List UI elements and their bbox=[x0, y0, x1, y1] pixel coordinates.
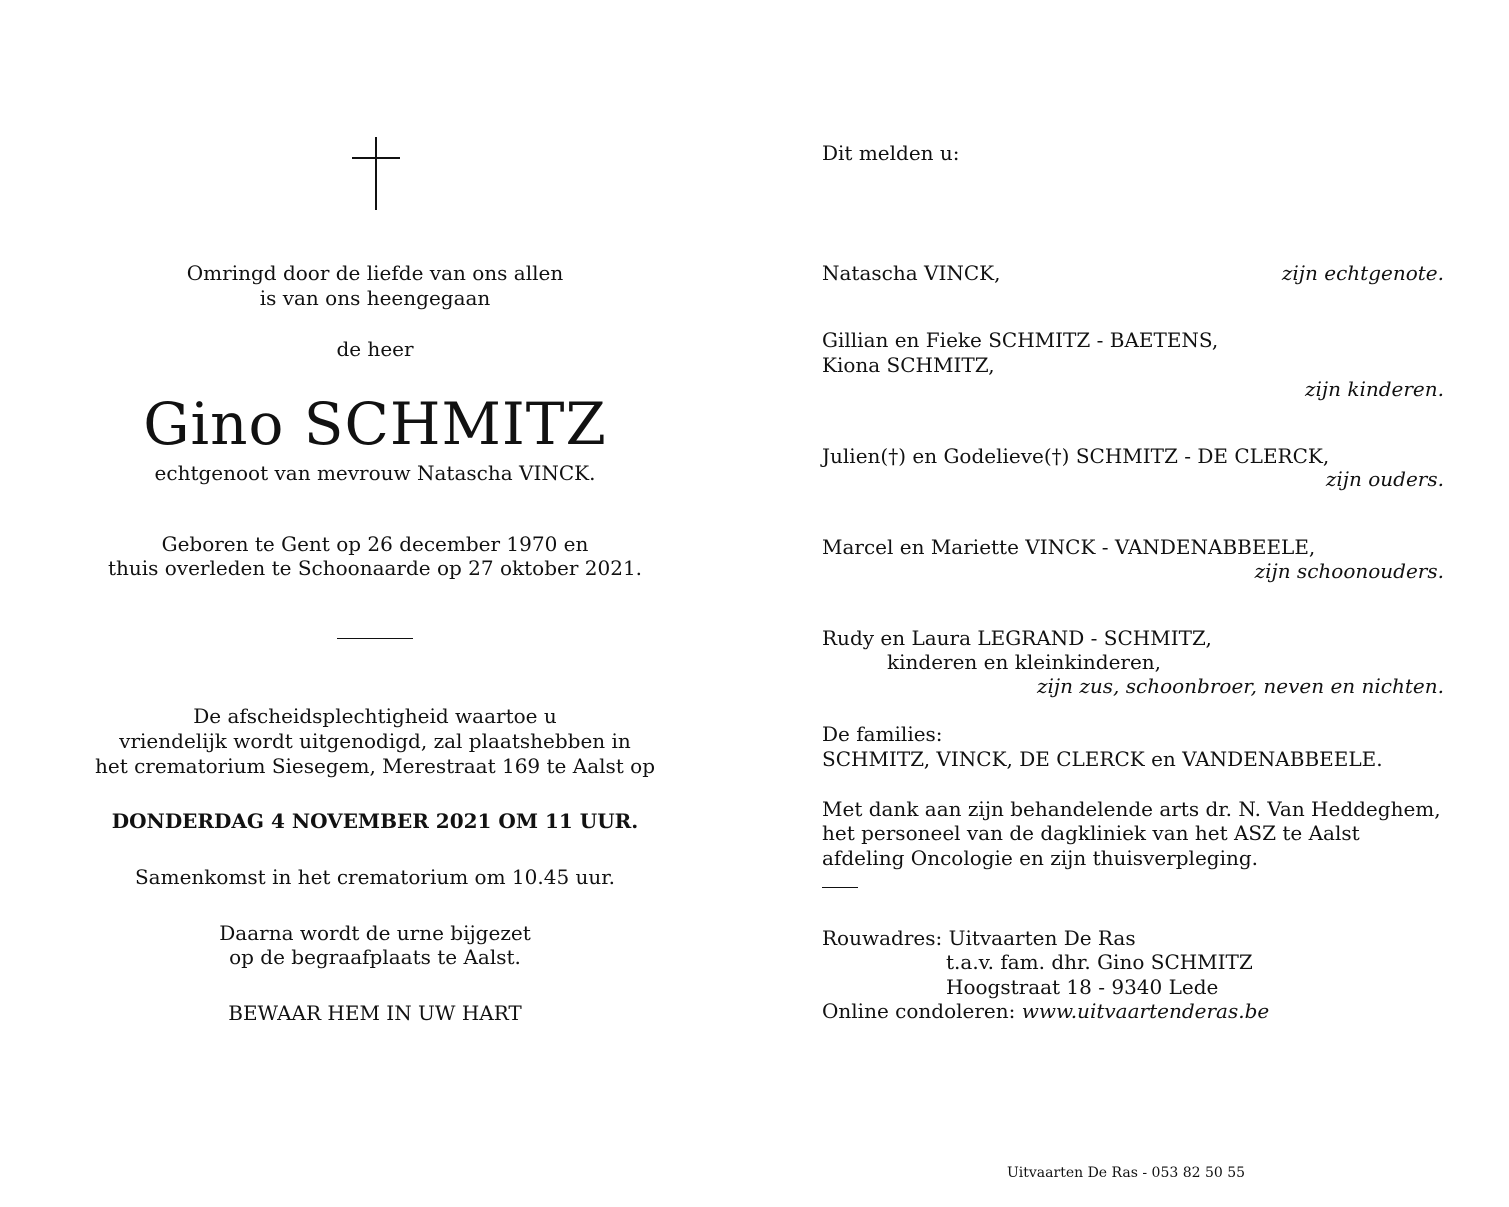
sister-role: zijn zus, schoonbroer, neven en nichten. bbox=[1036, 674, 1444, 698]
thanks-line-3: afdeling Oncologie en zijn thuisverpleging. bbox=[822, 846, 1259, 870]
footer-credit: Uitvaarten De Ras - 053 82 50 55 bbox=[1007, 1165, 1246, 1181]
short-separator bbox=[822, 887, 858, 888]
families-label: De families: bbox=[822, 722, 943, 746]
in-laws-line: Marcel en Mariette VINCK - VANDENABBEELE, bbox=[822, 535, 1316, 559]
announcement-header: Dit melden u: bbox=[822, 141, 960, 165]
ceremony-line-1: De afscheidsplechtigheid waartoe u bbox=[193, 704, 557, 728]
online-line bbox=[822, 999, 1269, 1023]
sister-line-1: Rudy en Laura LEGRAND - SCHMITZ, bbox=[822, 626, 1212, 650]
thanks-line-1: Met dank aan zijn behandelende arts dr. N. Van Heddeghem, bbox=[822, 797, 1441, 821]
children-line-1: Gillian en Fieke SCHMITZ - BAETENS, bbox=[822, 328, 1219, 352]
online-url[interactable]: www.uitvaartenderas.be bbox=[1021, 999, 1270, 1023]
born-line: Geboren te Gent op 26 december 1970 en bbox=[161, 532, 589, 556]
deceased-name: Gino SCHMITZ bbox=[143, 390, 607, 458]
died-line: thuis overleden te Schoonaarde op 27 oktober 2021. bbox=[107, 556, 643, 580]
spouse-line: echtgenoot van mevrouw Natascha VINCK. bbox=[154, 461, 596, 485]
spouse-name: Natascha VINCK, bbox=[822, 261, 1001, 285]
address-line-1: Rouwadres: Uitvaarten De Ras bbox=[822, 926, 1136, 950]
children-role: zijn kinderen. bbox=[1304, 377, 1444, 401]
in-laws-role: zijn schoonouders. bbox=[1254, 559, 1444, 583]
online-label: Online condoleren: bbox=[822, 999, 1016, 1023]
ceremony-line-3: het crematorium Siesegem, Merestraat 169 te Aalst op bbox=[94, 754, 656, 778]
address-line-3: Hoogstraat 18 - 9340 Lede bbox=[946, 975, 1219, 999]
ceremony-line-2: vriendelijk wordt uitgenodigd, zal plaatshebben in bbox=[119, 729, 631, 753]
address-line-2: t.a.v. fam. dhr. Gino SCHMITZ bbox=[946, 950, 1253, 974]
urn-line-2: op de begraafplaats te Aalst. bbox=[229, 945, 521, 969]
gathering-line: Samenkomst in het crematorium om 10.45 uur. bbox=[134, 865, 616, 889]
sister-line-2: kinderen en kleinkinderen, bbox=[887, 650, 1162, 674]
parents-role: zijn ouders. bbox=[1325, 467, 1444, 491]
ceremony-date: DONDERDAG 4 NOVEMBER 2021 OM 11 UUR. bbox=[111, 809, 639, 833]
urn-line-1: Daarna wordt de urne bijgezet bbox=[219, 921, 531, 945]
spouse-role: zijn echtgenote. bbox=[1281, 261, 1444, 285]
intro-line-1: Omringd door de liefde van ons allen bbox=[186, 261, 564, 285]
separator bbox=[337, 638, 413, 639]
thanks-line-2: het personeel van de dagkliniek van het ASZ te Aalst bbox=[822, 821, 1360, 845]
children-line-2: Kiona SCHMITZ, bbox=[822, 353, 995, 377]
families-line: SCHMITZ, VINCK, DE CLERCK en VANDENABBEELE. bbox=[822, 747, 1383, 771]
intro-line-2: is van ons heengegaan bbox=[259, 286, 491, 310]
title-prefix: de heer bbox=[336, 337, 414, 361]
parents-line: Julien(†) en Godelieve(†) SCHMITZ - DE CLERCK, bbox=[822, 444, 1330, 468]
closing-line: BEWAAR HEM IN UW HART bbox=[228, 1001, 522, 1025]
